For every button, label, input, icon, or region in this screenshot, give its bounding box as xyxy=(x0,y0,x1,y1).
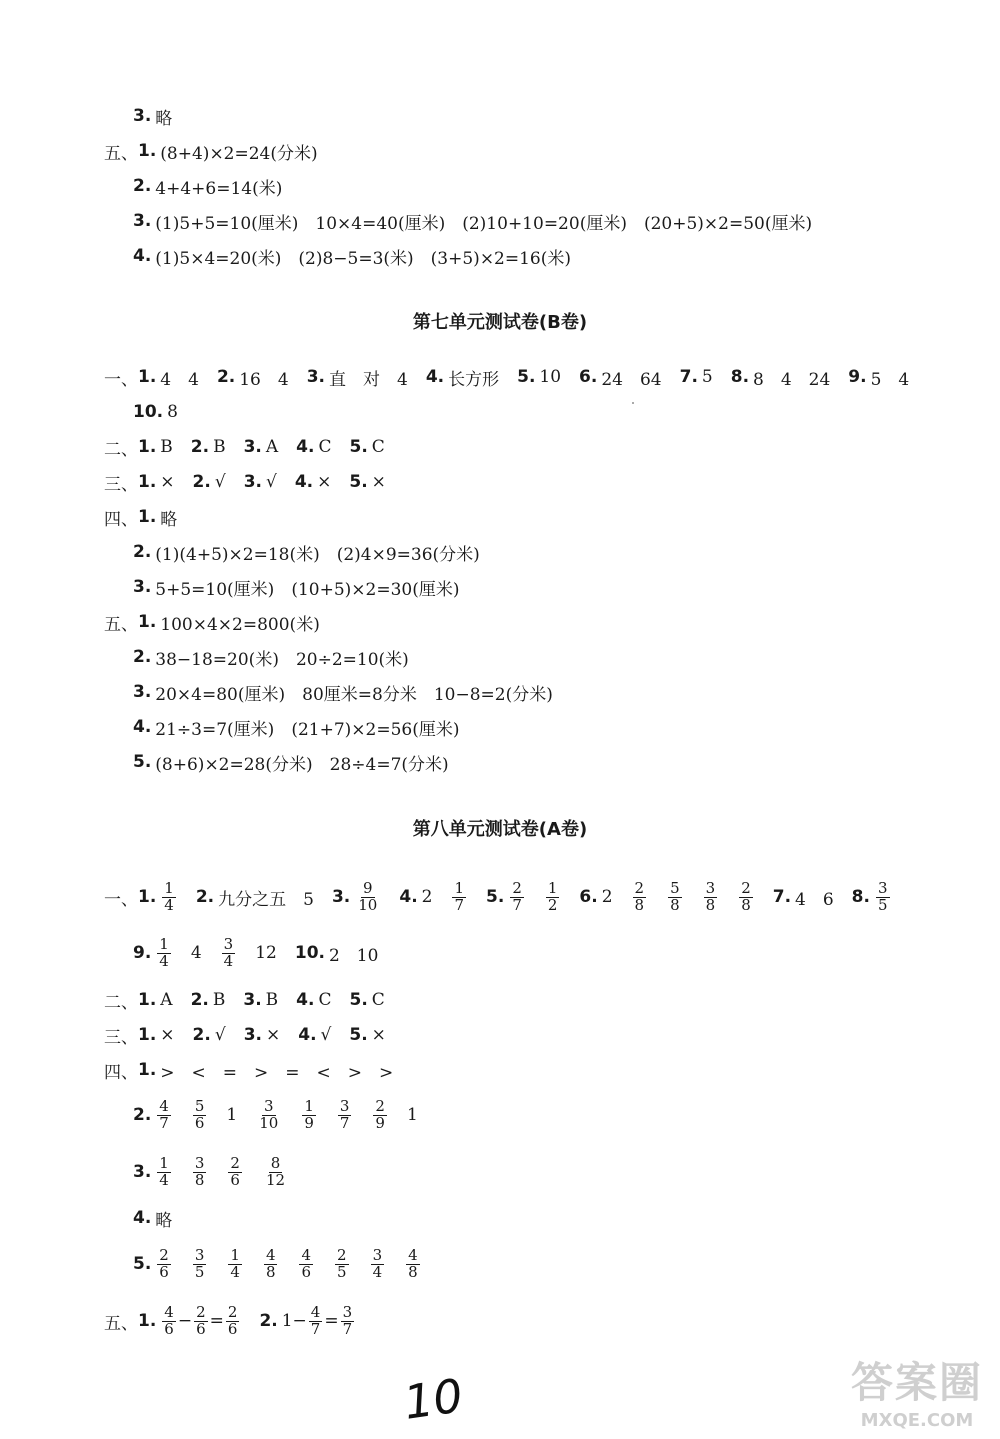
fraction: $\frac{2}{7}$ xyxy=(512,878,522,914)
fraction: $\frac{4}{8}$ xyxy=(265,1245,276,1281)
fraction: $\frac{1}{4}$ xyxy=(159,934,169,970)
answer-line: 5. (8+6)×2=28(分米) 28÷4=7(分米) xyxy=(133,752,449,775)
fraction: $\frac{2}{6}$ xyxy=(230,1153,240,1189)
fraction-row: 5. $\frac{2}{6}$ $\frac{3}{5}$ $\frac{1}{4}$ $\frac{4}{8}$ $\frac{4}{6}$ $\frac{2}{5}$ $\frac{3}{4}$ $\frac{4}{8}$ xyxy=(133,1245,418,1281)
fraction: $\frac{4}{7}$ xyxy=(159,1096,169,1132)
fraction: $\frac{1}{2}$ xyxy=(547,878,558,914)
fraction: $\frac{2}{8}$ xyxy=(634,878,645,914)
fraction: $\frac{4}{6}$ xyxy=(301,1245,312,1281)
fraction: $\frac{1}{9}$ xyxy=(304,1096,314,1132)
fraction: $\frac{3}{10}$ xyxy=(259,1096,279,1132)
answer-line: 一、 1. $\frac{1}{4}$ 2. 九分之五 5 3. $\frac{9}{10}$ 4. 2 $\frac{1}{7}$ 5. $\frac{2}{7}$ $\frac{1}{2}$ 6. 2 $\frac{2}{8}$ $\frac{5}{8}$ $\frac{3}{8}$ $\frac{2}{8}$ 7. 4 6 8. $\frac{3}{5}$ xyxy=(104,878,888,914)
fraction: $\frac{1}{4}$ xyxy=(159,1153,169,1189)
answer-line: 一、 1. 4 4 2. 16 4 3. 直 对 4 4. 长方形 5. 10 6. 24 64 7. 5 8. 8 4 24 9. 5 4 xyxy=(104,367,910,390)
answer-line: 三、 1. × 2. √ 3. × 4. √ 5. × xyxy=(104,1025,386,1048)
answer-line: 3. 5+5=10(厘米) (10+5)×2=30(厘米) xyxy=(133,577,460,600)
speck xyxy=(632,402,634,404)
fraction: $\frac{1}{7}$ xyxy=(454,878,465,914)
answer-line: 3. 20×4=80(厘米) 80厘米=8分米 10−8=2(分米) xyxy=(133,682,553,705)
answer-line: 二、 1. A 2. B 3. B 4. C 5. C xyxy=(104,990,385,1013)
answer-line: 二、 1. B 2. B 3. A 4. C 5. C xyxy=(104,437,385,460)
answer-line: 9. $\frac{1}{4}$ 4 $\frac{3}{4}$ 12 10. 2 10 xyxy=(133,934,379,970)
fraction-row: 3. $\frac{1}{4}$ $\frac{3}{8}$ $\frac{2}{6}$ $\frac{8}{12}$ xyxy=(133,1153,286,1189)
equation-row: 五、 1. $\frac{4}{6}$ − $\frac{2}{6}$ = $\frac{2}{6}$ 2. 1− $\frac{4}{7}$ = $\frac{3}{7}$ xyxy=(104,1302,353,1338)
answer-line: 三、 1. × 2. √ 3. √ 4. × 5. × xyxy=(104,472,386,495)
section-title: 第八单元测试卷(A卷) xyxy=(412,819,588,840)
watermark-logo: 答案圈 MXQE.COM xyxy=(850,1358,983,1431)
fraction: $\frac{1}{4}$ xyxy=(164,878,174,914)
fraction: $\frac{3}{4}$ xyxy=(372,1245,383,1281)
fraction: $\frac{5}{6}$ xyxy=(194,1096,205,1132)
answer-line: 五、 1. (8+4)×2=24(分米) xyxy=(104,141,318,164)
fraction: $\frac{3}{7}$ xyxy=(339,1096,350,1132)
fraction: $\frac{2}{9}$ xyxy=(375,1096,385,1132)
fraction: $\frac{1}{4}$ xyxy=(230,1245,240,1281)
fraction: $\frac{4}{8}$ xyxy=(408,1245,418,1281)
fraction: $\frac{3}{7}$ xyxy=(342,1302,353,1338)
fraction: $\frac{3}{4}$ xyxy=(223,934,234,970)
fraction: $\frac{3}{5}$ xyxy=(877,878,888,914)
answer-line: 4. 略 xyxy=(133,1208,173,1231)
fraction: $\frac{4}{6}$ xyxy=(164,1302,174,1338)
fraction: $\frac{2}{6}$ xyxy=(227,1302,238,1338)
answer-line: 3. (1)5+5=10(厘米) 10×4=40(厘米) (2)10+10=20(厘米) (20+5)×2=50(厘米) xyxy=(133,211,813,234)
answer-line: 2. (1)(4+5)×2=18(米) (2)4×9=36(分米) xyxy=(133,542,480,565)
fraction: $\frac{4}{7}$ xyxy=(310,1302,321,1338)
fraction: $\frac{2}{8}$ xyxy=(741,878,751,914)
fraction: $\frac{3}{5}$ xyxy=(194,1245,205,1281)
answer-line: 五、 1. 100×4×2=800(米) xyxy=(104,612,320,635)
answer-line: 3. 略 xyxy=(133,106,173,129)
fraction-row: 2. $\frac{4}{7}$ $\frac{5}{6}$ 1 $\frac{3}{10}$ $\frac{1}{9}$ $\frac{3}{7}$ $\frac{2}{9}$ 1 xyxy=(133,1096,418,1132)
fraction: $\frac{2}{6}$ xyxy=(196,1302,206,1338)
answer-line: 4. (1)5×4=20(米) (2)8−5=3(米) (3+5)×2=16(米) xyxy=(133,246,572,269)
answer-line: 4. 21÷3=7(厘米) (21+7)×2=56(厘米) xyxy=(133,717,460,740)
fraction: $\frac{8}{12}$ xyxy=(265,1153,286,1189)
answer-line: 四、 1. 略 xyxy=(104,507,178,530)
fraction: $\frac{9}{10}$ xyxy=(358,878,378,914)
answer-line: 2. 38−18=20(米) 20÷2=10(米) xyxy=(133,647,409,670)
fraction: $\frac{3}{8}$ xyxy=(705,878,716,914)
fraction: $\frac{2}{5}$ xyxy=(337,1245,347,1281)
answer-line: 2. 4+4+6=14(米) xyxy=(133,176,283,199)
answer-line: 四、 1. > < = > = < > > xyxy=(104,1060,394,1083)
fraction: $\frac{2}{6}$ xyxy=(159,1245,169,1281)
fraction: $\frac{5}{8}$ xyxy=(670,878,680,914)
answer-line: 10. 8 xyxy=(133,402,178,422)
page-number: 10 xyxy=(400,1368,467,1430)
section-title: 第七单元测试卷(B卷) xyxy=(412,312,588,333)
fraction: $\frac{3}{8}$ xyxy=(194,1153,205,1189)
